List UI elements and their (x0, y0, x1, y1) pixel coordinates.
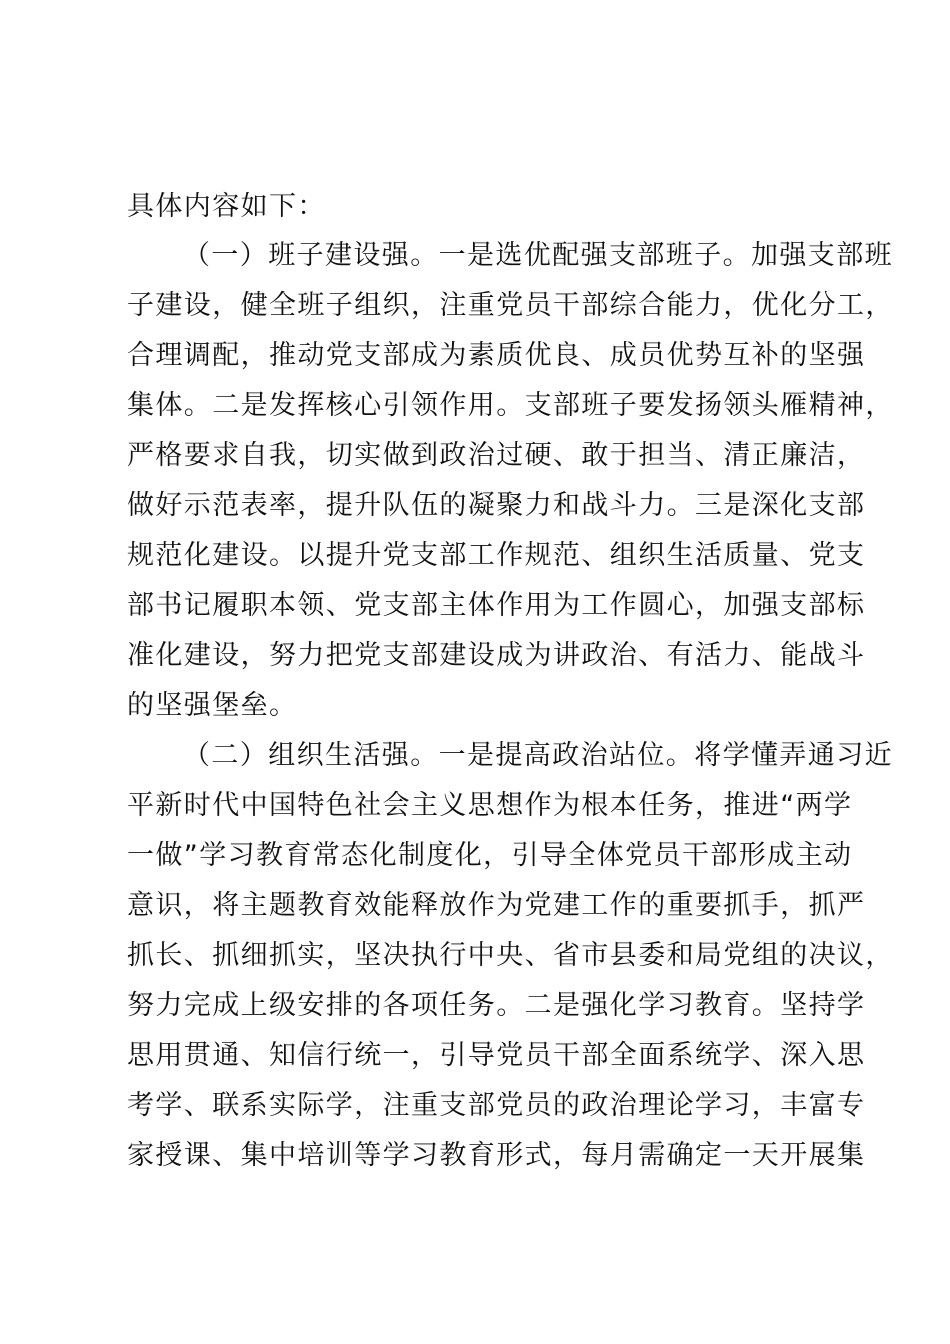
text-line: 一做”学习教育常态化制度化，引导全体党员干部形成主动 (127, 840, 853, 871)
text-line: 考学、联系实际学，注重支部党员的政治理论学习，丰富专 (127, 1090, 866, 1121)
text-line: 规范化建设。以提升党支部工作规范、组织生活质量、党支 (127, 540, 866, 571)
text-line: 意识，将主题教育效能释放作为党建工作的重要抓手，抓严 (127, 890, 866, 921)
paragraph-heading-line: （二）组织生活强。一是提高政治站位。将学懂弄通习近 (183, 740, 893, 771)
text-line: 子建设，健全班子组织，注重党员干部综合能力，优化分工， (127, 290, 894, 321)
text-line: 努力完成上级安排的各项任务。二是强化学习教育。坚持学 (127, 990, 866, 1021)
text-line: 平新时代中国特色社会主义思想作为根本任务，推进“两学 (127, 790, 853, 821)
text-line: 家授课、集中培训等学习教育形式，每月需确定一天开展集 (127, 1140, 866, 1171)
text-line: 集体。二是发挥核心引领作用。支部班子要发扬领头雁精神， (127, 390, 894, 421)
text-line: 抓长、抓细抓实，坚决执行中央、省市县委和局党组的决议， (127, 940, 894, 971)
text-line: 合理调配，推动党支部成为素质优良、成员优势互补的坚强 (127, 340, 866, 371)
text-line: 具体内容如下： (127, 191, 326, 222)
paragraph-heading-line: （一）班子建设强。一是选优配强支部班子。加强支部班 (183, 240, 893, 271)
text-line: 严格要求自我，切实做到政治过硬、敢于担当、清正廉洁， (127, 440, 866, 471)
text-line: 思用贯通、知信行统一，引导党员干部全面系统学、深入思 (127, 1040, 866, 1071)
text-line: 准化建设，努力把党支部建设成为讲政治、有活力、能战斗 (127, 640, 866, 671)
text-line: 部书记履职本领、党支部主体作用为工作圆心，加强支部标 (127, 590, 866, 621)
text-line: 做好示范表率，提升队伍的凝聚力和战斗力。三是深化支部 (127, 490, 866, 521)
text-line: 的坚强堡垒。 (127, 690, 298, 721)
